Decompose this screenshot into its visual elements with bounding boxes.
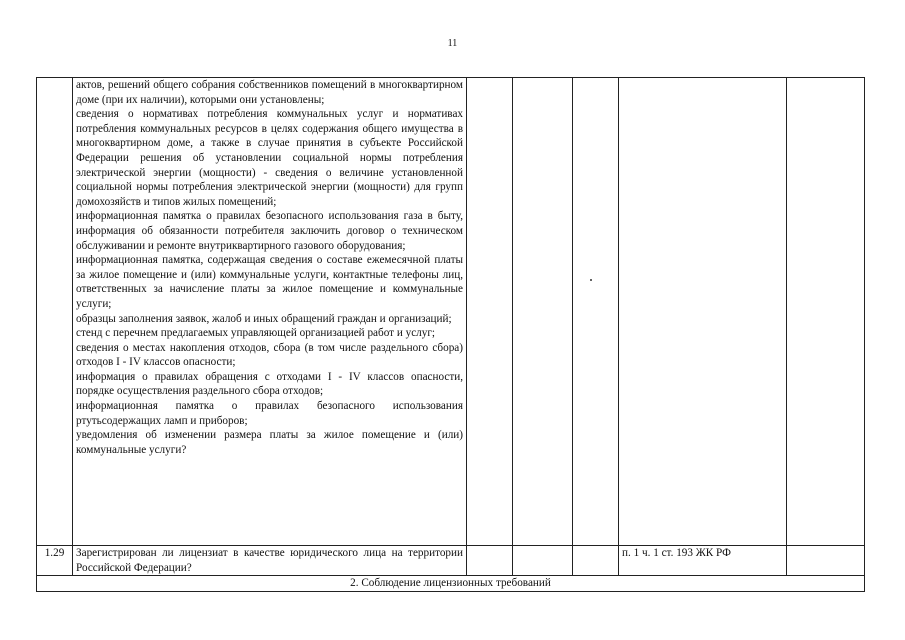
question-cell: [73, 78, 467, 546]
yes-cell: [467, 78, 513, 546]
row-number: 1.29: [37, 546, 73, 576]
not-applicable-cell: [573, 546, 619, 576]
list-item: сведения о нормативах потребления коммунальных услуг и нормативах потребления коммунальных ресурсов в целях содержания общего имущества в многоквартирном доме, а также в случае принятия в субъекте Российской Федерации решения об установлении социальной нормы потребления электрической энергии (мощности) - сведения о величине установленной социальной нормы потребления электрической энергии (мощности) для групп домохозяйств и типов жилых помещений;: [76, 108, 463, 208]
reference-cell: [619, 78, 787, 546]
section-title: 2. Соблюдение лицензионных требований: [37, 576, 865, 592]
no-cell: [513, 546, 573, 576]
section-header-row: [37, 576, 865, 592]
table-row-continued: [37, 78, 865, 546]
page-number: 11: [447, 38, 458, 49]
list-item: стенд с перечнем предлагаемых управляющей организацией работ и услуг;: [76, 327, 436, 340]
no-cell: [513, 78, 573, 546]
list-item: уведомления об изменении размера платы за жилое помещение и (или) коммунальные услуги?: [76, 429, 463, 456]
note-cell: [787, 546, 865, 576]
list-item: информационная памятка о правилах безопасного использования ртутьсодержащих ламп и приборов;: [76, 400, 463, 427]
yes-cell: [467, 546, 513, 576]
checklist-table: [36, 77, 865, 592]
list-item: информация о правилах обращения с отходами I - IV классов опасности, порядке осуществления раздельного сбора отходов;: [76, 370, 463, 398]
reference-cell: п. 1 ч. 1 ст. 193 ЖК РФ: [619, 546, 787, 576]
question-cell: Зарегистрирован ли лицензиат в качестве юридического лица на территории Российской Федерации?: [73, 546, 467, 576]
list-item: информационная памятка о правилах безопасного использования газа в быту, информация об обязанности потребителя заключить договор о техническом обслуживании и ремонте внутриквартирного газового оборудования;: [76, 210, 463, 252]
table-row-1-29: [37, 546, 865, 576]
list-item: актов, решений общего собрания собственников помещений в многоквартирном доме (при их наличии), которыми они установлены;: [76, 79, 463, 106]
list-item: сведения о местах накопления отходов, сбора (в том числе раздельного сбора) отходов I - IV классов опасности;: [76, 341, 463, 369]
number-cell: [37, 78, 73, 546]
not-applicable-cell: [573, 78, 619, 546]
note-cell: [787, 78, 865, 546]
stray-mark: [590, 279, 592, 281]
list-item: информационная памятка, содержащая сведения о составе ежемесячной платы за жилое помещение и (или) коммунальные услуги, контактные телефоны лиц, ответственных за начисление платы за жилое помещение и коммунальные услуги;: [76, 254, 463, 310]
list-item: образцы заполнения заявок, жалоб и иных обращений граждан и организаций;: [76, 312, 452, 325]
